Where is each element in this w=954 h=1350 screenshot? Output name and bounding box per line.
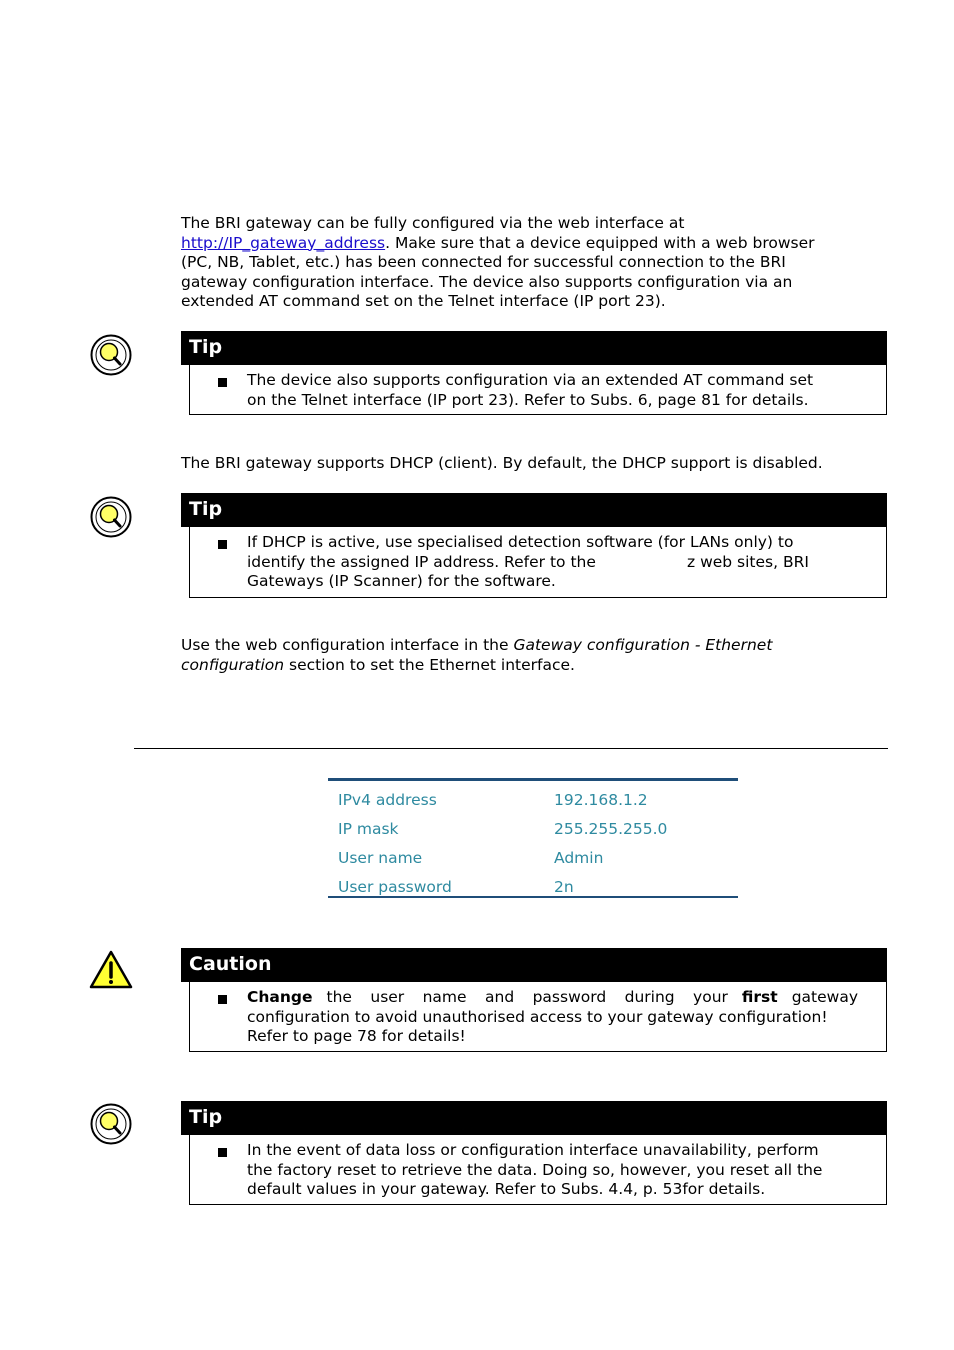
tip1-line-1: The device also supports configuration via an extended AT command set [247,371,814,389]
caution-line-2: configuration to avoid unauthorised access to your gateway configuration! [247,1007,828,1026]
tip2-line-2a: identify the assigned IP address. Refer to the [247,552,596,571]
tip3-header: Tip [181,1101,887,1135]
ethernet-section-name: Gateway configuration - Ethernet [513,636,773,654]
tip2-line-2 [247,553,858,573]
intro-line-1: The BRI gateway can be fully configured via the web interface at [181,214,685,232]
ethernet-line-2: configuration section to set the Ethernet interface. [181,655,575,674]
tip3-line-3: default values in your gateway. Refer to Subs. 4.4, p. 53for details. [247,1180,766,1198]
bullet-square-icon [218,378,227,387]
caution-line-1: Change the user name and password during your first gateway [247,988,858,1006]
section-divider [134,748,888,749]
intro-line-3: (PC, NB, Tablet, etc.) has been connected for successful connection to the BRI [181,253,786,271]
tip3-line-1: In the event of data loss or configuration interface unavailability, perform [247,1141,819,1159]
table-row-label: IP mask [338,820,399,838]
tip1-line-2: on the Telnet interface (IP port 23). Refer to Subs. 6, page 81 for details. [247,390,809,409]
defaults-table-bottom-rule [328,896,738,898]
table-row-label: IPv4 address [338,791,437,809]
tip2-line-2b: z web sites, BRI [687,552,809,571]
caution-box [189,982,887,1052]
table-row-value: Admin [554,849,604,867]
tip3-line-2: the factory reset to retrieve the data. Doing so, however, you reset all the [247,1160,823,1179]
intro-paragraph [181,214,871,312]
bullet-square-icon [218,540,227,549]
bullet-square-icon [218,1148,227,1157]
table-row-value: 2n [554,878,574,896]
intro-line-4: gateway configuration interface. The device also supports configuration via an [181,272,793,291]
tip3-box [189,1135,887,1205]
table-row-value: 255.255.255.0 [554,820,668,838]
tip2-box [189,527,887,598]
table-row-label: User password [338,878,452,896]
lightbulb-icon [89,1102,133,1146]
ethernet-line-1: Use the web configuration interface in the Gateway configuration - Ethernet [181,636,773,654]
caution-header: Caution [181,948,887,982]
dhcp-paragraph: The BRI gateway supports DHCP (client). By default, the DHCP support is disabled. [181,454,823,472]
table-row-label: User name [338,849,423,867]
defaults-table-top-rule [328,778,738,781]
tip2-header: Tip [181,493,887,527]
intro-line-2-rest: . Make sure that a device equipped with a web browser [385,233,815,252]
tip2-line-3: Gateways (IP Scanner) for the software. [247,572,556,590]
warning-triangle-icon [89,950,133,990]
bullet-square-icon [218,995,227,1004]
ethernet-section-name-cont: configuration [181,655,285,674]
tip2-line-1: If DHCP is active, use specialised detection software (for LANs only) to [247,533,794,551]
lightbulb-icon [89,333,133,377]
tip1-box [189,365,887,415]
ethernet-paragraph [181,636,871,675]
intro-line-2 [181,234,871,254]
table-row-value: 192.168.1.2 [554,791,648,809]
intro-line-5: extended AT command set on the Telnet interface (IP port 23). [181,292,666,310]
caution-line-3: Refer to page 78 for details! [247,1027,466,1045]
gateway-address-link[interactable]: http://IP_gateway_address [181,233,386,252]
lightbulb-icon [89,495,133,539]
tip1-header: Tip [181,331,887,365]
